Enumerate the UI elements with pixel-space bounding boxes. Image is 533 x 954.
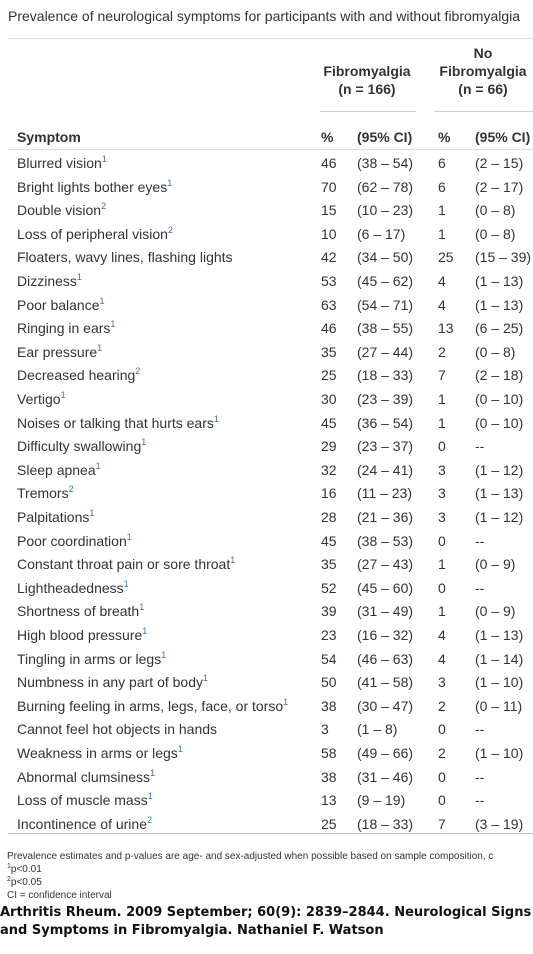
nofibro-ci-cell: -- [475,721,485,738]
fibro-ci-cell: (23 – 37) [357,438,414,455]
table-row [8,198,533,222]
fibro-percent-cell: 35 [321,556,337,573]
footnote-marker: 1 [142,626,148,636]
footnote-marker: 2 [146,814,152,825]
nofibro-ci-cell: (1 – 13) [475,627,524,643]
footnote-marker: 1 [101,154,107,164]
fibro-ci-cell: (24 – 41) [357,461,414,478]
fibro-percent-cell: 39 [321,603,337,620]
fibro-ci-cell: (23 – 39) [357,391,414,407]
nofibro-percent-cell: 1 [438,391,446,407]
table-row [8,670,533,694]
nofibro-ci-cell: -- [475,768,485,785]
footnote-marker: 1 [123,578,129,589]
nofibro-percent-cell: 25 [438,249,454,266]
fibro-percent-cell: 63 [321,296,337,313]
symptom-cell: High blood pressure$^1$ [17,626,148,643]
footnote-marker: 1 [167,177,173,188]
nofibro-ci-cell: (2 – 15) [475,155,524,171]
nofibro-percent-cell: 4 [438,650,446,667]
footnote-p1-text: p<0.01 [10,864,42,875]
column-header-nofibro-pct: % [438,129,451,145]
footnote-adjustment: Prevalence estimates and p-values are age- and sex-adjusted when possible based on sample composition, c [7,851,494,862]
symptom-cell: Burning feeling in arms, legs, face, or torso$^1$ [17,696,289,714]
footnote-marker: 1 [97,342,103,353]
nofibro-ci-cell: (0 – 10) [475,414,524,431]
table-row [8,222,533,246]
data-table [8,38,533,838]
footnote-marker: 1 [110,319,116,330]
nofibro-ci-cell: (1 – 13) [475,273,524,289]
fibro-percent-cell: 70 [321,178,337,195]
nofibro-ci-cell: (15 – 39) [475,249,532,266]
fibro-percent-cell: 23 [321,627,337,643]
nofibro-ci-cell: (1 – 14) [475,650,524,667]
table-row [8,717,533,741]
nofibro-percent-cell: 2 [438,343,446,360]
table-row [8,647,533,671]
group-divider-fibro [320,111,416,112]
nofibro-ci-cell: -- [475,792,485,809]
table-caption: Prevalence of neurological symptoms for participants with and without fibromyalgia [8,8,521,24]
group-header-fibro-n: (n = 166) [338,81,396,97]
fibro-ci-cell: (38 – 53) [357,532,414,549]
table-row [8,151,533,175]
symptom-cell: Difficulty swallowing$^1$ [17,437,147,455]
fibro-ci-cell: (9 – 19) [357,792,406,809]
table-row [8,741,533,765]
footnote-marker: 1 [141,437,147,448]
nofibro-ci-cell: (6 – 25) [475,320,524,337]
table-row [8,505,533,529]
nofibro-percent-cell: 2 [438,745,446,761]
nofibro-ci-cell: (0 – 11) [475,697,523,714]
nofibro-ci-cell: (2 – 17) [475,178,524,195]
table-row [8,387,533,411]
symptom-cell: Shortness of breath$^1$ [17,602,145,620]
table-row [8,529,533,553]
symptom-cell: Blurred vision$^1$ [17,154,107,171]
table-row [8,411,533,435]
fibro-percent-cell: 45 [321,414,337,431]
fibro-ci-cell: (16 – 32) [357,627,414,643]
nofibro-percent-cell: 0 [438,579,446,596]
fibro-ci-cell: (45 – 62) [357,273,414,289]
footnote-marker: 2 [68,484,74,495]
symptom-cell: Tingling in arms or legs$^1$ [17,649,167,667]
fibro-percent-cell: 58 [321,745,337,761]
fibro-percent-cell: 46 [321,320,337,337]
nofibro-ci-cell: (0 – 8) [475,343,516,360]
fibro-ci-cell: (62 – 78) [357,178,414,195]
fibro-ci-cell: (21 – 36) [357,509,414,525]
symptom-cell: Noises or talking that hurts ears$^1$ [17,413,219,431]
nofibro-ci-cell: (1 – 10) [475,674,524,691]
nofibro-ci-cell: (1 – 13) [475,296,524,313]
nofibro-percent-cell: 6 [438,178,446,195]
fibro-ci-cell: (31 – 46) [357,768,414,785]
footnote-marker: 2 [135,366,141,377]
table-row [8,363,533,387]
fibro-ci-cell: (31 – 49) [357,603,414,620]
fibro-percent-cell: 50 [321,674,337,691]
nofibro-percent-cell: 2 [438,697,446,714]
footnote-marker: 1 [213,413,219,424]
symptom-cell: Bright lights bother eyes$^1$ [17,177,173,195]
footnote-marker: 1 [99,295,105,306]
fibro-ci-cell: (30 – 47) [357,697,414,714]
footnote-marker: 1 [95,460,101,471]
fibro-ci-cell: (45 – 60) [357,579,414,596]
column-header-fibro-pct: % [321,129,334,145]
fibro-percent-cell: 38 [321,697,337,714]
nofibro-ci-cell: -- [475,579,485,596]
table-row [8,293,533,317]
fibro-ci-cell: (46 – 63) [357,650,414,667]
table-footnotes [7,850,532,902]
fibro-percent-cell: 28 [321,509,337,525]
symptom-cell: Sleep apnea$^1$ [17,460,101,478]
footnote-marker: 1 [150,767,156,778]
footnote-p1 [7,863,532,876]
table-row [8,788,533,812]
fibro-percent-cell: 10 [321,225,337,242]
nofibro-ci-cell: (1 – 12) [475,509,524,525]
symptom-cell: Loss of muscle mass$^1$ [17,791,153,809]
footnote-marker: 1 [76,272,82,282]
footnote-marker: 1 [147,791,153,802]
fibro-ci-cell: (18 – 33) [357,815,414,832]
footnote-marker: 1 [177,744,183,754]
fibro-ci-cell: (27 – 43) [357,556,414,573]
table-row [8,434,533,458]
symptom-cell: Loss of peripheral vision$^2$ [17,224,173,242]
group-header-nofibro-line2: Fibromyalgia [439,63,527,79]
nofibro-ci-cell: (0 – 8) [475,225,516,242]
footnote-marker: 1 [161,649,167,660]
symptom-cell: Ringing in ears$^1$ [17,319,116,337]
fibro-ci-cell: (18 – 33) [357,367,414,384]
group-divider-nofibro [434,111,533,112]
symptom-cell: Incontinence of urine$^2$ [17,814,152,832]
fibro-percent-cell: 13 [321,792,337,809]
nofibro-percent-cell: 4 [438,296,446,313]
nofibro-ci-cell: (0 – 8) [475,202,516,219]
fibro-percent-cell: 54 [321,650,337,667]
footnote-marker: 1 [126,531,132,542]
fibro-ci-cell: (38 – 55) [357,320,414,337]
symptom-cell: Floaters, wavy lines, flashing lights [17,249,233,266]
symptom-cell: Poor coordination$^1$ [17,531,132,549]
fibro-percent-cell: 15 [321,202,337,219]
symptom-cell: Cannot feel hot objects in hands [17,721,218,738]
table-row [8,765,533,789]
nofibro-ci-cell: (0 – 9) [475,603,516,620]
fibro-ci-cell: (49 – 66) [357,745,414,761]
table-row [8,812,533,836]
footnote-p1-marker: 1 [7,863,11,870]
footnote-marker: 2 [167,224,173,235]
nofibro-percent-cell: 3 [438,509,446,525]
table-row [8,245,533,269]
table-row [8,623,533,647]
footnote-p2 [7,876,532,889]
fibro-percent-cell: 16 [321,485,337,502]
table-top-divider [8,38,533,39]
fibro-percent-cell: 30 [321,391,337,407]
nofibro-ci-cell: (0 – 10) [475,391,524,407]
footnote-marker: 1 [89,508,95,518]
footnote-marker: 1 [230,555,236,566]
table-row [8,599,533,623]
group-header-nofibro-n: (n = 66) [458,81,508,97]
table-row [8,576,533,600]
nofibro-percent-cell: 1 [438,414,446,431]
group-header-no-fibromyalgia [428,44,533,98]
fibro-ci-cell: (1 – 8) [357,721,398,738]
citation: Arthritis Rheum. 2009 September; 60(9): 2839–2844. Neurological Signs and Symptoms in Fibromyalgia. Nathaniel F. Watson [0,905,532,938]
symptom-cell: Palpitations$^1$ [17,508,95,525]
table-bottom-divider [8,833,533,834]
symptom-cell: Lightheadedness$^1$ [17,578,129,596]
fibro-ci-cell: (11 – 23) [357,485,412,502]
nofibro-percent-cell: 1 [438,556,446,573]
table-row [8,340,533,364]
footnote-marker: 1 [203,673,209,684]
nofibro-percent-cell: 7 [438,367,446,384]
symptom-cell: Double vision$^2$ [17,201,107,219]
nofibro-percent-cell: 4 [438,627,446,643]
group-header-fibro-title: Fibromyalgia [323,63,411,79]
symptom-cell: Decreased hearing$^2$ [17,366,141,384]
nofibro-ci-cell: (3 – 19) [475,815,524,832]
footnote-marker: 2 [101,201,107,212]
table-row [8,694,533,718]
nofibro-percent-cell: 0 [438,721,446,738]
table-row [8,269,533,293]
fibro-ci-cell: (34 – 50) [357,249,414,266]
nofibro-percent-cell: 0 [438,792,446,809]
nofibro-ci-cell: (0 – 9) [475,556,516,573]
table-row [8,175,533,199]
group-header-nofibro-line1: No [473,45,493,61]
table-row [8,481,533,505]
nofibro-percent-cell: 0 [438,768,446,785]
nofibro-percent-cell: 3 [438,461,446,478]
fibro-percent-cell: 53 [321,273,337,289]
fibro-ci-cell: (36 – 54) [357,414,414,431]
fibro-ci-cell: (38 – 54) [357,155,414,171]
footnote-marker: 1 [283,696,289,707]
footnote-marker: 1 [60,390,66,400]
fibro-percent-cell: 32 [321,461,337,478]
nofibro-percent-cell: 1 [438,603,446,620]
fibro-ci-cell: (27 – 44) [357,343,414,360]
fibro-percent-cell: 29 [321,438,337,455]
nofibro-percent-cell: 0 [438,532,446,549]
column-header-symptom: Symptom [17,129,81,145]
symptom-cell: Ear pressure$^1$ [17,342,103,360]
nofibro-ci-cell: (1 – 12) [475,461,524,478]
nofibro-ci-cell: (2 – 18) [475,367,524,384]
footnote-ci: CI = confidence interval [7,890,112,901]
nofibro-ci-cell: -- [475,438,485,455]
fibro-ci-cell: (41 – 58) [357,674,414,691]
fibro-percent-cell: 35 [321,343,337,360]
symptom-cell: Constant throat pain or sore throat$^1$ [17,555,236,573]
nofibro-ci-cell: (1 – 10) [475,745,524,761]
nofibro-percent-cell: 0 [438,438,446,455]
fibro-percent-cell: 38 [321,768,337,785]
symptom-cell: Vertigo$^1$ [17,390,66,407]
fibro-percent-cell: 25 [321,815,337,832]
fibro-ci-cell: (6 – 17) [357,225,406,242]
nofibro-percent-cell: 3 [438,485,446,502]
nofibro-ci-cell: -- [475,532,485,549]
symptom-cell: Abnormal clumsiness$^1$ [17,767,156,785]
nofibro-percent-cell: 7 [438,815,446,832]
nofibro-percent-cell: 4 [438,273,446,289]
fibro-ci-cell: (10 – 23) [357,202,414,219]
fibro-percent-cell: 25 [321,367,337,384]
column-header-nofibro-ci: (95% CI) [475,129,531,145]
symptom-cell: Tremors$^2$ [17,484,74,502]
fibro-ci-cell: (54 – 71) [357,296,414,313]
nofibro-percent-cell: 3 [438,674,446,691]
footnote-p2-text: p<0.05 [10,877,42,888]
table-row [8,316,533,340]
header-divider [8,149,533,150]
nofibro-ci-cell: (1 – 13) [475,485,524,502]
symptom-cell: Poor balance$^1$ [17,295,105,313]
group-header-fibromyalgia [308,62,426,98]
fibro-percent-cell: 3 [321,721,329,738]
column-header-fibro-ci: (95% CI) [357,129,413,145]
symptom-cell: Dizziness$^1$ [17,272,82,289]
footnote-p2-marker: 2 [7,876,11,883]
nofibro-percent-cell: 13 [438,320,454,337]
table-row [8,552,533,576]
fibro-percent-cell: 45 [321,532,337,549]
fibro-percent-cell: 52 [321,579,337,596]
footnote-marker: 1 [139,602,145,613]
nofibro-percent-cell: 1 [438,202,446,219]
symptom-cell: Weakness in arms or legs$^1$ [17,744,183,761]
nofibro-percent-cell: 1 [438,225,446,242]
fibro-percent-cell: 46 [321,155,337,171]
nofibro-percent-cell: 6 [438,155,446,171]
table-row [8,458,533,482]
symptom-cell: Numbness in any part of body$^1$ [17,673,209,691]
fibro-percent-cell: 42 [321,249,337,266]
